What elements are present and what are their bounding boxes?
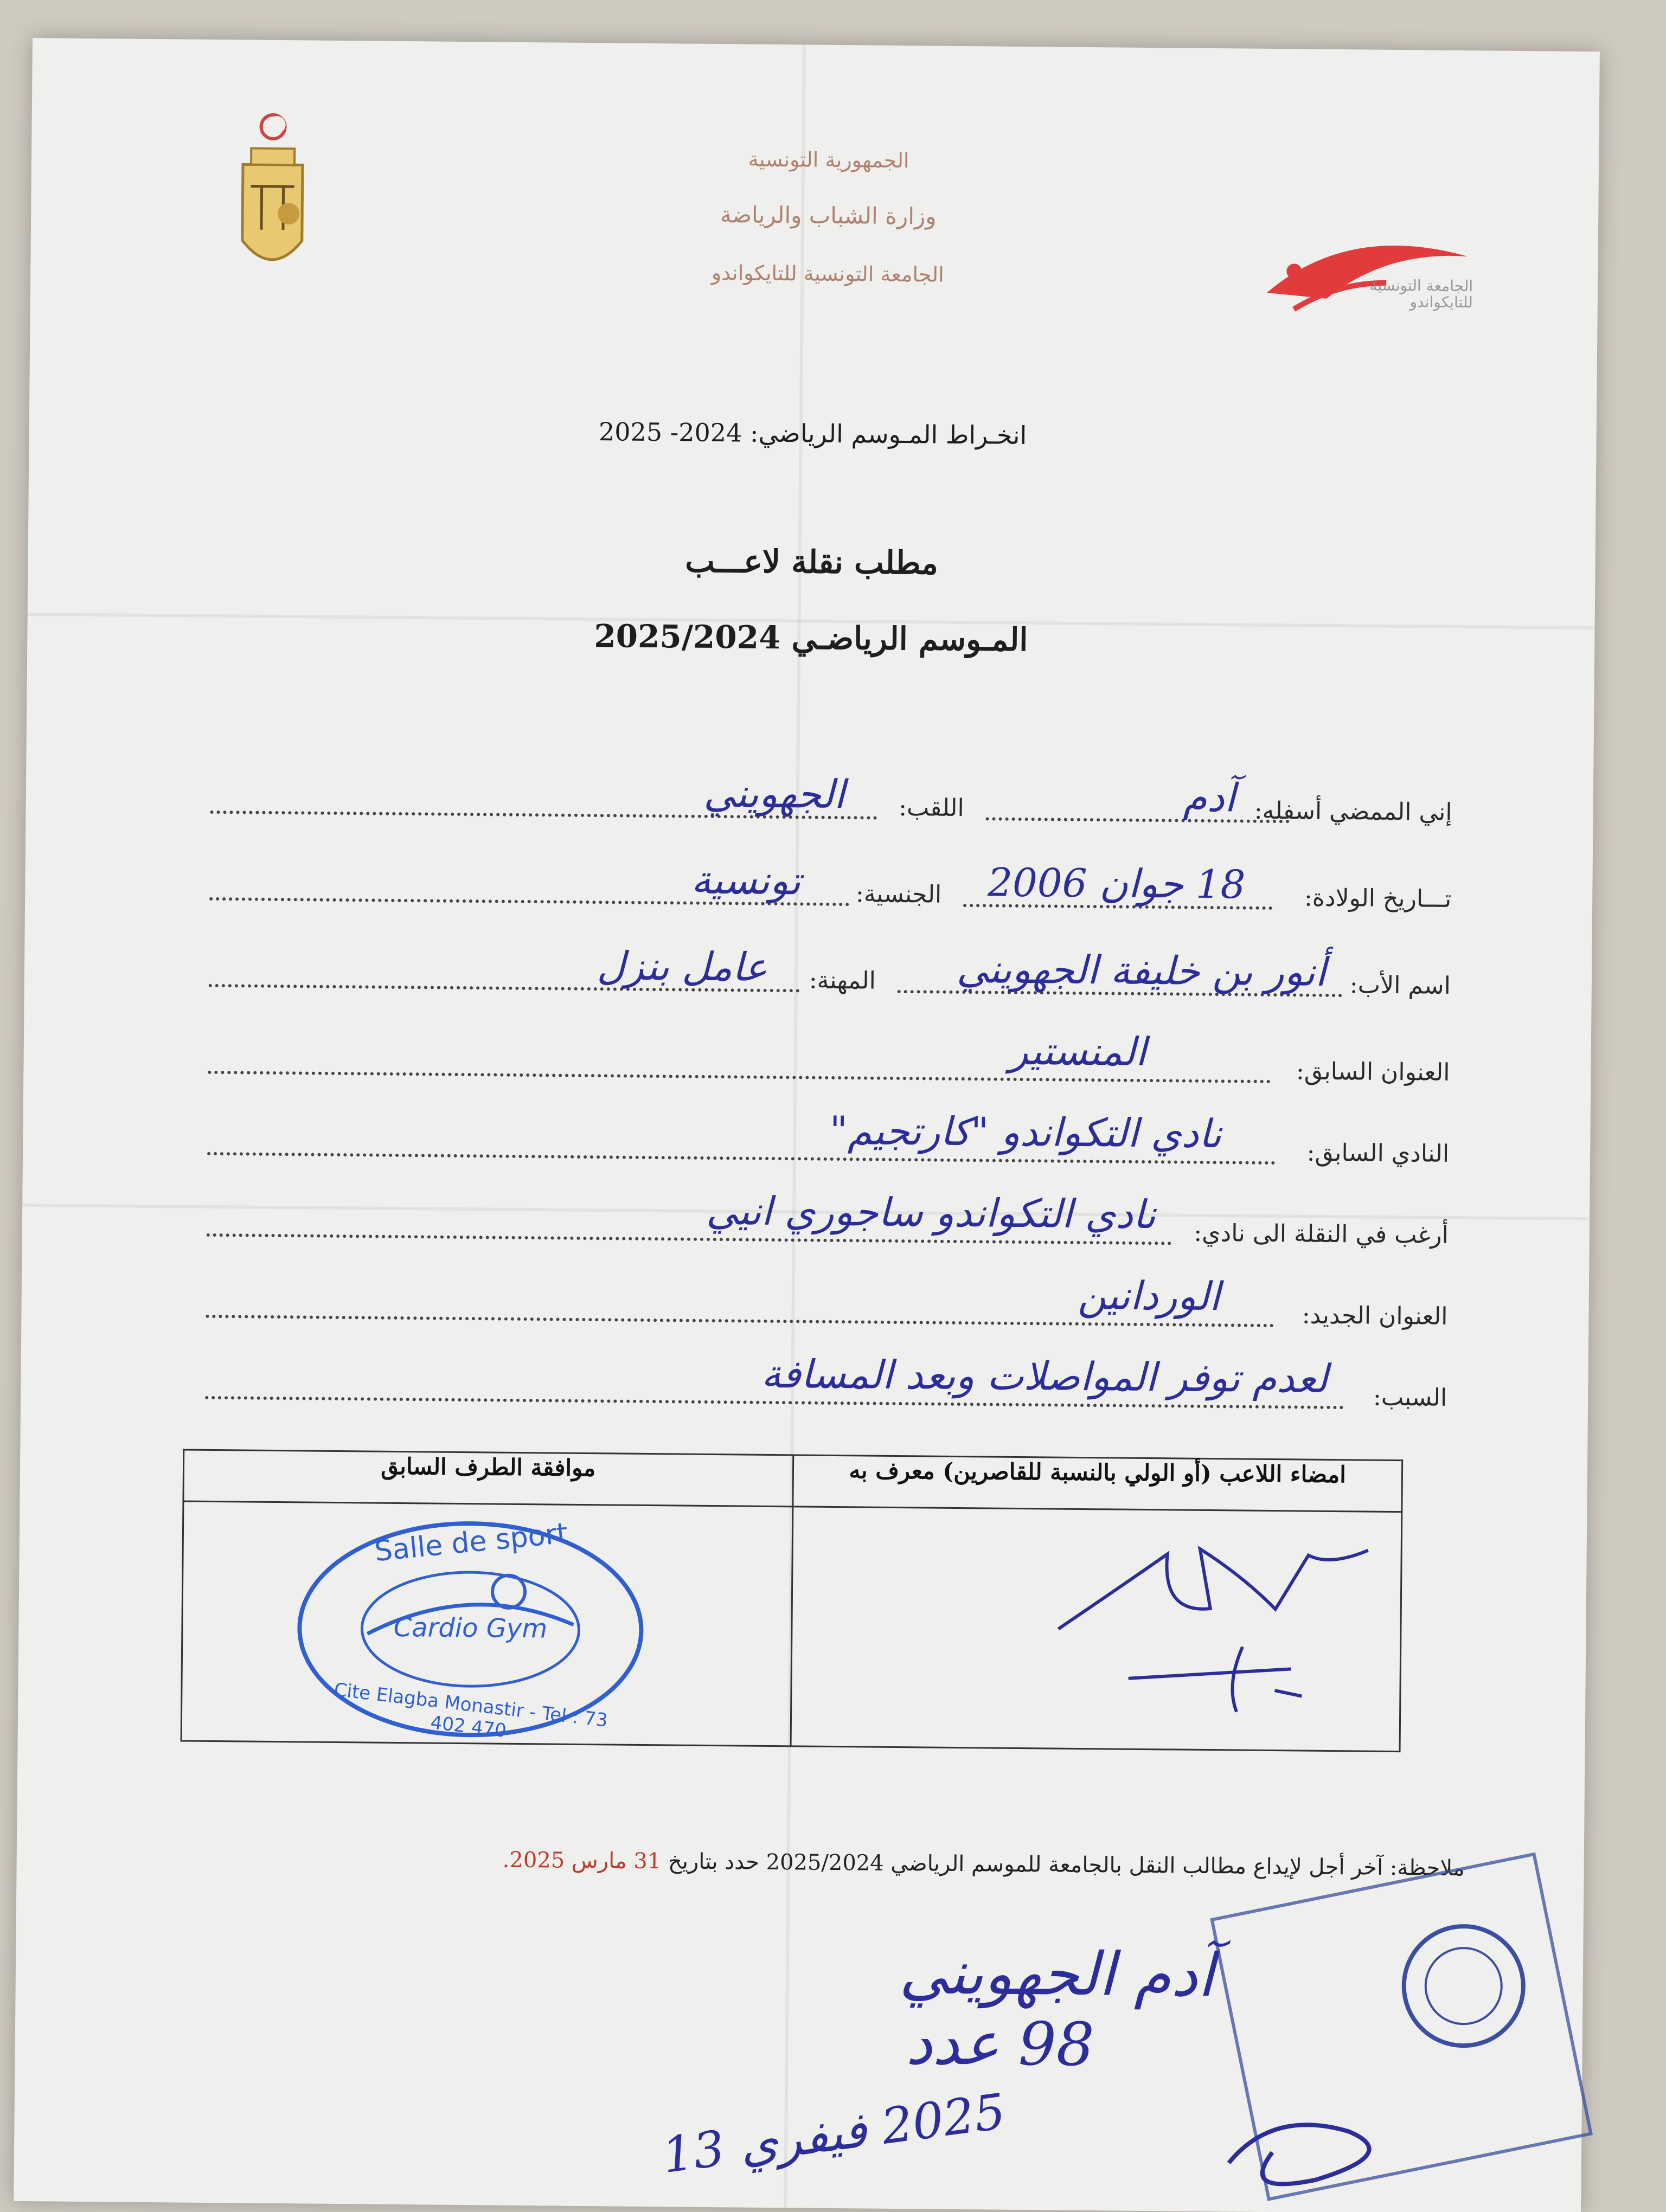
value-profession: عامل بنزل — [597, 943, 768, 990]
label-new-club: أرغب في النقلة الى نادي: — [1194, 1219, 1449, 1249]
stamp-bottom-text: Cite Elagba Monastir - Tel : 73 402 470 — [332, 1679, 609, 1742]
note-deadline: 31 مارس 2025. — [502, 1847, 662, 1874]
note-text: ملاحظة: آخر أجل لإيداع مطالب النقل بالجامعة للموسم الرياضي 2025/2024 حدد بتاريخ — [668, 1849, 1465, 1881]
handwritten-name: آدم الجهويني — [899, 1938, 1215, 2010]
header-player-signature: امضاء اللاعب (أو الولي بالنسبة للقاصرين) معرف به — [792, 1455, 1402, 1512]
signature-table — [181, 1449, 1404, 1753]
form-row-new-address — [206, 1272, 1448, 1352]
document-sheet — [14, 38, 1600, 2212]
header-previous-party-approval: موافقة الطرف السابق — [183, 1450, 793, 1507]
label-surname: اللقب: — [898, 793, 964, 822]
label-previous-address: العنوان السابق: — [1296, 1057, 1450, 1086]
form-row-name — [210, 770, 1452, 847]
header-ministry: وزارة الشباب والرياضة — [720, 201, 937, 230]
tunisia-coat-of-arms-icon — [231, 105, 314, 290]
stamp-middle-text: Cardio Gym — [393, 1612, 548, 1644]
label-profession: المهنة: — [809, 966, 876, 995]
label-father-name: اسم الأب: — [1349, 971, 1451, 1000]
federation-logo — [1261, 233, 1479, 343]
value-previous-address: المنستير — [1009, 1027, 1147, 1075]
label-birth-date: تـــاريخ الولادة: — [1304, 884, 1452, 913]
page-title: مطلب نقلة لاعـــب — [685, 542, 939, 582]
value-surname: الجهويني — [703, 770, 845, 818]
stamp-top-text: Salle de sport — [373, 1517, 569, 1568]
handwritten-number: 98 عدد — [905, 2008, 1095, 2080]
value-new-address: الوردانين — [1077, 1272, 1221, 1320]
player-signature — [1046, 1531, 1373, 1729]
cell-previous-party-approval — [181, 1501, 792, 1746]
value-reason: لعدم توفر المواصلات وبعد المسافة — [761, 1351, 1328, 1401]
official-signature — [1207, 2087, 1425, 2208]
form-row-previous-club — [207, 1107, 1450, 1189]
form-row-reason — [205, 1351, 1447, 1433]
form-row-father — [208, 943, 1451, 1021]
label-new-address: العنوان الجديد: — [1302, 1301, 1448, 1330]
season-line: انخـراط المـوسم الرياضي: 2024- 2025 — [598, 417, 1027, 451]
label-previous-club: النادي السابق: — [1306, 1139, 1450, 1168]
label-reason: السبب: — [1373, 1383, 1447, 1412]
deadline-note — [502, 1848, 1464, 1881]
header-federation: الجامعة التونسية للتايكواندو — [711, 260, 944, 287]
header-republic: الجمهورية التونسية — [748, 147, 909, 173]
label-signer: إني الممضي أسفله: — [1254, 796, 1452, 826]
cell-player-signature — [791, 1507, 1402, 1752]
form-row-birth — [209, 857, 1452, 934]
value-new-club: نادي التكواندو ساجوري انيي — [706, 1187, 1156, 1238]
federation-logo-text: الجامعة التونسية للتايكواندو — [1369, 276, 1473, 312]
value-first-name: آدم — [1182, 774, 1236, 821]
value-father-name: أنور بن خليفة الجهويني — [956, 946, 1327, 995]
dotted-line — [985, 817, 1289, 823]
form-row-previous-address — [208, 1027, 1450, 1108]
club-stamp — [291, 1514, 651, 1745]
value-birth-date: 18 جوان 2006 — [987, 859, 1246, 908]
handwritten-date: 2025 فيفري 13 — [659, 2082, 1009, 2185]
value-previous-club: نادي التكواندو "كارتجيم" — [829, 1107, 1222, 1157]
page-subtitle: المـوسم الرياضـي 2025/2024 — [594, 618, 1028, 659]
value-nationality: تونسية — [691, 857, 801, 904]
label-nationality: الجنسية: — [855, 880, 942, 909]
form-row-new-club — [206, 1187, 1449, 1270]
